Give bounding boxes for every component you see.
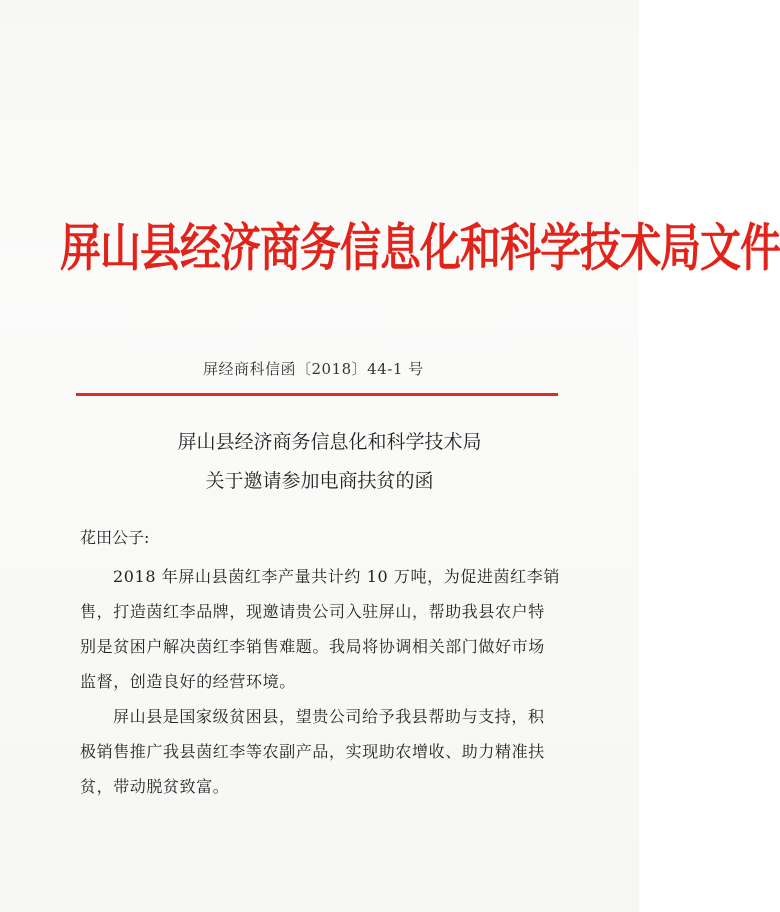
body-line: 售，打造茵红李品牌，现邀请贵公司入驻屏山，帮助我县农户特 <box>80 602 545 621</box>
letter-title-line-2: 关于邀请参加电商扶贫的函 <box>205 470 434 492</box>
letter-title-line-1: 屏山县经济商务信息化和科学技术局 <box>177 431 482 453</box>
document-header-title: 屏山县经济商务信息化和科学技术局文件 <box>60 218 780 278</box>
red-separator-line <box>76 393 558 396</box>
body-line: 监督，创造良好的经营环境。 <box>80 672 296 691</box>
salutation: 花田公子: <box>80 528 150 547</box>
document-number: 屏经商科信函〔2018〕44-1 号 <box>203 360 424 378</box>
body-line: 极销售推广我县茵红李等农副产品，实现助农增收、助力精准扶 <box>80 742 545 761</box>
body-line: 别是贫困户解决茵红李销售难题。我局将协调相关部门做好市场 <box>80 637 545 656</box>
body-line: 2018 年屏山县茵红李产量共计约 10 万吨，为促进茵红李销 <box>113 567 560 586</box>
body-line: 屏山县是国家级贫困县，望贵公司给予我县帮助与支持，积 <box>113 707 545 726</box>
body-line: 贫，带动脱贫致富。 <box>80 777 230 796</box>
